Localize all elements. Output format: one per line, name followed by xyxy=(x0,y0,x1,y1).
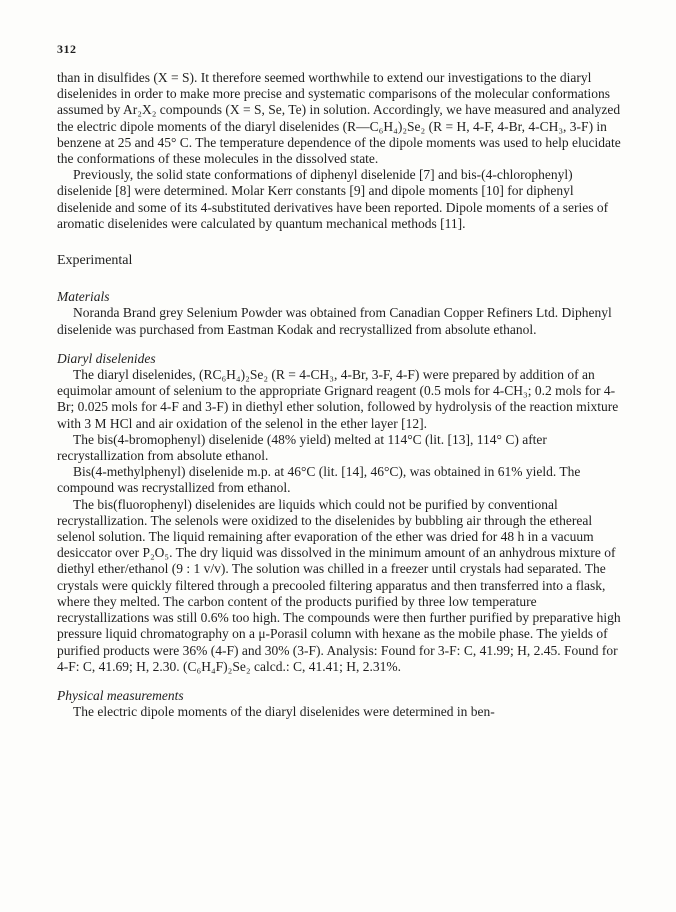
physical-paragraph-1: The electric dipole moments of the diaryl diselenides were determined in ben- xyxy=(73,704,495,720)
diaryl-paragraph-1: The diaryl diselenides, (RC₆H₄)₂Se₂ (R = 4-CH₃, 4-Br, 3-F, 4-F) were prepared by addition of an equimolar amount of selenium to the appropriate Grignard reagent (0.5 mols for 4-CH₃; 0.2 mols for 4-Br; 0.025 mols for 4-F and 3-F) in diethyl ether solution, followed by hydrolysis of the reaction mixture with 3 M HCl and air oxidation of the selenol in the ether layer [12]. xyxy=(57,367,619,431)
subsection-heading-physical-measurements: Physical measurements xyxy=(57,687,184,703)
intro-paragraph-2: Previously, the solid state conformations of diphenyl diselenide [7] and bis-(4-chlorophenyl) diselenide [8] were determined. Molar Kerr constants [9] and dipole moments [10] for diphenyl diselenide and some of its 4-substituted derivatives have been reported. Dipole moments of a series of aromatic diselenides were calculated by quantum mechanical methods [11]. xyxy=(57,167,609,231)
page-number: 312 xyxy=(57,42,77,56)
body-text xyxy=(57,70,628,720)
intro-paragraph-1: than in disulfides (X = S). It therefore seemed worthwhile to extend our investigations to the diaryl diselenides in order to make more precise and systematic comparisons of the molecular conformations assumed by Ar₂X₂ compounds (X = S, Se, Te) in solution. Accordingly, we have measured and analyzed the electric dipole moments of the diaryl diselenides (R—C₆H₄)₂Se₂ (R = H, 4-F, 4-Br, 4-CH₃, 3-F) in benzene at 25 and 45° C. The temperature dependence of the dipole moments was used to help elucidate the conformations of these molecules in the dissolved state. xyxy=(57,70,621,167)
materials-paragraph: Noranda Brand grey Selenium Powder was obtained from Canadian Copper Refiners Ltd. Diphenyl diselenide was purchased from Eastman Kodak and recrystallized from absolute ethanol. xyxy=(57,305,612,337)
subsection-heading-diaryl-diselenides: Diaryl diselenides xyxy=(57,350,156,366)
section-heading-experimental: Experimental xyxy=(57,253,133,269)
diaryl-paragraph-4: The bis(fluorophenyl) diselenides are liquids which could not be purified by conventional recrystallization. The selenols were oxidized to the diselenides by bubbling air through the ethereal selenol solution. The liquid remaining after evaporation of the ether was dried for 48 h in a vacuum desiccator over P₂O₅. The dry liquid was dissolved in the minimum amount of an anhydrous mixture of diethyl ether/ethanol (9 : 1 v/v). The solution was chilled in a freezer until crystals had separated. The crystals were quickly filtered through a precooled filtering apparatus and then transferred into a flask, where they melted. The carbon content of the products purified by three low temperature recrystallizations was still 0.6% too high. The compounds were then further purified by preparative high pressure liquid chromatography on a μ-Porasil column with hexane as the mobile phase. The yields of purified products were 36% (4-F) and 30% (3-F). Analysis: Found for 3-F: C, 41.99; H, 2.45. Found for 4-F: C, 41.69; H, 2.30. (C₆H₄F)₂Se₂ calcd.: C, 41.41; H, 2.31%. xyxy=(57,496,621,674)
diaryl-paragraph-3: Bis(4-methylphenyl) diselenide m.p. at 46°C (lit. [14], 46°C), was obtained in 61% yield. The compound was recrystallized from ethanol. xyxy=(57,464,581,496)
diaryl-paragraph-2: The bis(4-bromophenyl) diselenide (48% yield) melted at 114°C (lit. [13], 114° C) after recrystallization from absolute ethanol. xyxy=(57,431,547,464)
subsection-heading-materials: Materials xyxy=(57,289,110,305)
